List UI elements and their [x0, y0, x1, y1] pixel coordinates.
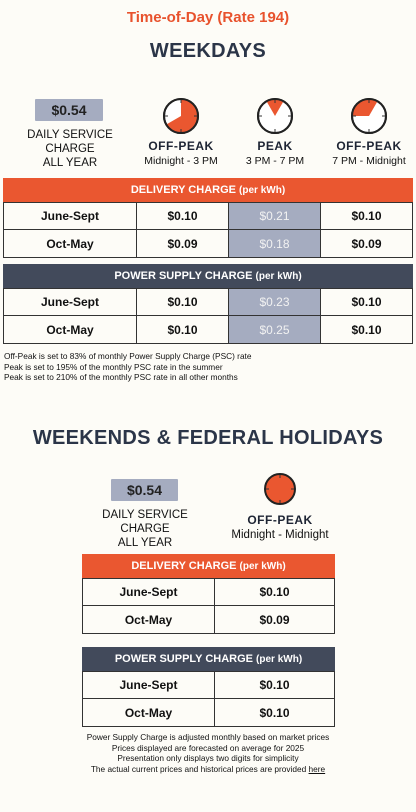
weekend-daily-service-price-badge: $0.54 — [111, 479, 178, 501]
period-offpeak-allday — [225, 472, 335, 541]
supply-header: POWER SUPPLY CHARGE (per kWh) — [3, 264, 413, 288]
page-title: Time-of-Day (Rate 194) — [126, 9, 290, 26]
period-time: Midnight - 3 PM — [144, 155, 218, 167]
table-row: Oct-May $0.09 — [82, 606, 335, 634]
clock-evening-icon — [349, 96, 389, 136]
clock-offpeak-icon — [161, 96, 201, 136]
table-row: June-Sept $0.10 — [82, 671, 335, 699]
weekday-supply-table — [3, 264, 413, 344]
weekend-supply-table — [82, 647, 335, 727]
weekends-heading: WEEKENDS & FEDERAL HOLIDAYS — [32, 427, 384, 449]
delivery-header: DELIVERY CHARGE (per kWh) — [3, 178, 413, 202]
prices-here-link[interactable]: here — [308, 763, 326, 774]
table-row: Oct-May $0.09 $0.18 $0.09 — [3, 230, 413, 258]
supply-header: POWER SUPPLY CHARGE (per kWh) — [82, 647, 335, 671]
table-row: June-Sept $0.10 — [82, 578, 335, 606]
footer-notes: Power Supply Charge is adjusted monthly based on market prices Prices displayed are forecasted on average for 2025 Presentation only displays two digits for simplicity The actual current prices and historical prices are provided here — [86, 732, 330, 774]
period-name: OFF-PEAK — [148, 139, 214, 153]
rate-notes: Off-Peak is set to 83% of monthly Power Supply Charge (PSC) rate Peak is set to 195% of the monthly PSC rate in the summer Peak is set to 210% of the monthly PSC rate in all other months — [4, 351, 252, 382]
delivery-header: DELIVERY CHARGE (per kWh) — [82, 554, 335, 578]
clock-allday-icon — [263, 472, 297, 506]
period-name: OFF-PEAK — [247, 513, 313, 527]
period-time: 3 PM - 7 PM — [245, 155, 305, 167]
table-row: June-Sept $0.10 $0.21 $0.10 — [3, 202, 413, 230]
weekend-daily-service-label: DAILY SERVICE CHARGE ALL YEAR — [102, 509, 188, 549]
table-row: June-Sept $0.10 $0.23 $0.10 — [3, 288, 413, 316]
weekday-delivery-table — [3, 178, 413, 258]
period-time: Midnight - Midnight — [231, 529, 329, 541]
period-time: 7 PM - Midnight — [332, 155, 406, 167]
daily-service-price-badge: $0.54 — [35, 99, 103, 121]
clock-peak-icon — [255, 96, 295, 136]
weekdays-heading: WEEKDAYS — [149, 40, 267, 62]
period-name: PEAK — [257, 139, 293, 153]
weekend-delivery-table — [82, 554, 335, 634]
table-row: Oct-May $0.10 — [82, 699, 335, 727]
period-offpeak-evening — [319, 96, 416, 167]
period-name: OFF-PEAK — [336, 139, 402, 153]
period-offpeak-morning — [131, 96, 231, 167]
daily-service-label: DAILY SERVICE CHARGE ALL YEAR — [27, 129, 113, 169]
table-row: Oct-May $0.10 $0.25 $0.10 — [3, 316, 413, 344]
period-peak — [225, 96, 325, 167]
